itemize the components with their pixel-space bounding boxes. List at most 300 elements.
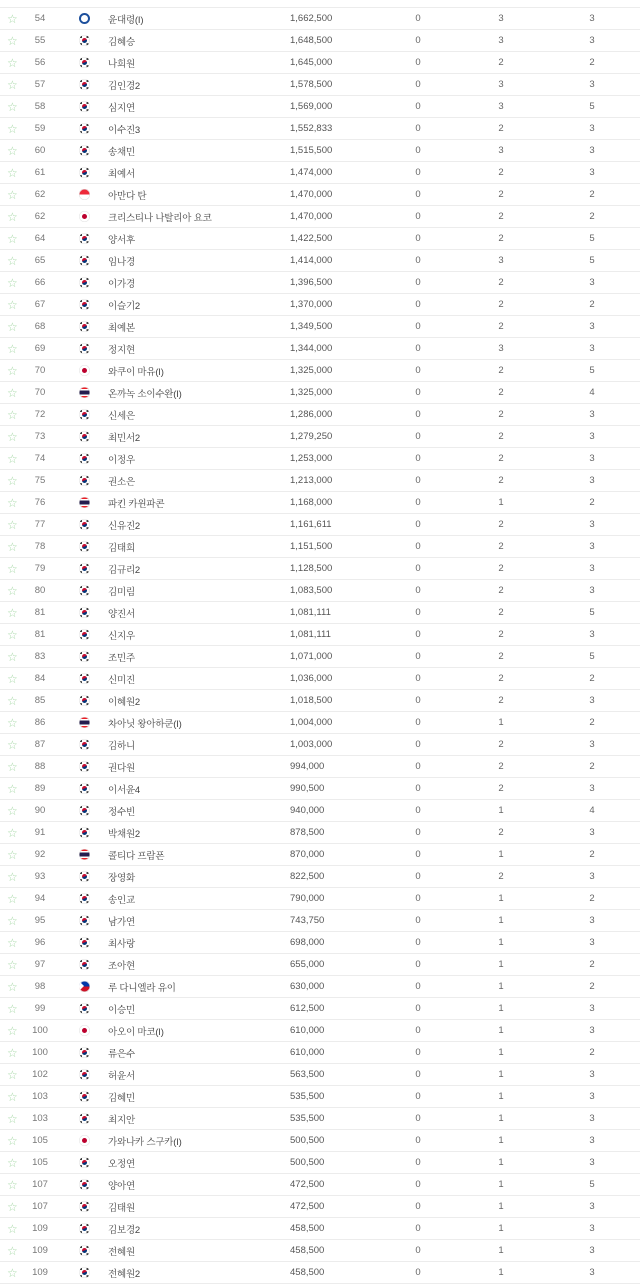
stat-col-3: 3	[589, 1223, 595, 1234]
country-cell	[60, 871, 108, 882]
stat-col-1: 0	[415, 211, 421, 222]
player-name[interactable]: 양아연	[108, 1180, 135, 1192]
star-outline-icon[interactable]: ☆	[7, 517, 18, 532]
stat-col-3: 4	[589, 805, 595, 816]
country-cell	[60, 277, 108, 288]
table-row[interactable]	[0, 118, 640, 140]
player-name[interactable]: 최민서2	[108, 432, 141, 444]
favorite-cell	[0, 365, 20, 377]
stat-col-2: 1	[498, 805, 504, 816]
stat-col-1: 0	[415, 1113, 421, 1124]
stat-col-2: 1	[498, 981, 504, 992]
table-row[interactable]	[0, 536, 640, 558]
rank-label: 85	[34, 695, 46, 706]
star-outline-icon[interactable]: ☆	[7, 891, 18, 906]
table-row[interactable]	[0, 492, 640, 514]
stat-col-3: 2	[589, 299, 595, 310]
star-outline-icon[interactable]: ☆	[7, 275, 18, 290]
player-name[interactable]: 윤대령(I)	[108, 14, 144, 26]
table-row[interactable]	[0, 470, 640, 492]
table-row[interactable]	[0, 272, 640, 294]
table-row[interactable]	[0, 8, 640, 30]
stat-col-2: 3	[498, 79, 504, 90]
table-row[interactable]	[0, 1064, 640, 1086]
star-outline-icon[interactable]: ☆	[7, 187, 18, 202]
player-name[interactable]: 온까녹 소이수완(I)	[108, 388, 182, 400]
stat-col-1: 0	[415, 629, 421, 640]
player-name[interactable]: 류은수	[108, 1048, 135, 1060]
table-row[interactable]	[0, 932, 640, 954]
player-name[interactable]: 양서후	[108, 234, 135, 246]
table-row[interactable]	[0, 712, 640, 734]
country-cell	[60, 167, 108, 178]
rank-label: 103	[32, 1091, 48, 1102]
table-row[interactable]	[0, 206, 640, 228]
flag-kr-icon	[79, 167, 90, 178]
star-outline-icon[interactable]: ☆	[7, 253, 18, 268]
country-cell	[60, 629, 108, 640]
player-name[interactable]: 임나경	[108, 256, 135, 268]
country-cell	[60, 1003, 108, 1014]
stat-col-1: 0	[415, 145, 421, 156]
player-name[interactable]: 파킨 카윈파콘	[108, 498, 165, 510]
favorite-cell	[0, 79, 20, 91]
table-row[interactable]	[0, 756, 640, 778]
stat-col-1: 0	[415, 871, 421, 882]
stat-col-2: 2	[498, 607, 504, 618]
prize-money-value: 458,500	[290, 1223, 325, 1234]
prize-money-value: 1,470,000	[290, 211, 333, 222]
table-row[interactable]	[0, 338, 640, 360]
stat-col-1: 0	[415, 1201, 421, 1212]
player-name[interactable]: 전혜원2	[108, 1268, 141, 1280]
player-name[interactable]: 이정우	[108, 454, 135, 466]
country-cell	[60, 387, 108, 398]
star-outline-icon[interactable]: ☆	[7, 803, 18, 818]
star-outline-icon[interactable]: ☆	[7, 1001, 18, 1016]
player-name[interactable]: 김혜민	[108, 1092, 135, 1104]
player-name[interactable]: 남가연	[108, 916, 135, 928]
table-row[interactable]	[0, 822, 640, 844]
stat-col-1: 0	[415, 387, 421, 398]
prize-money-value: 1,422,500	[290, 233, 333, 244]
star-outline-icon[interactable]: ☆	[7, 671, 18, 686]
table-row[interactable]	[0, 844, 640, 866]
favorite-cell	[0, 1003, 20, 1015]
stat-col-2: 2	[498, 277, 504, 288]
player-name[interactable]: 크리스티나 나탈리아 요코	[108, 212, 212, 224]
table-row[interactable]	[0, 954, 640, 976]
favorite-cell	[0, 1201, 20, 1213]
prize-money-value: 1,344,000	[290, 343, 333, 354]
player-name[interactable]: 박채원2	[108, 828, 141, 840]
player-name[interactable]: 김미림	[108, 586, 135, 598]
table-row[interactable]	[0, 184, 640, 206]
star-outline-icon[interactable]: ☆	[7, 1111, 18, 1126]
star-outline-icon[interactable]: ☆	[7, 1243, 18, 1258]
table-row[interactable]	[0, 1240, 640, 1262]
table-row[interactable]	[0, 96, 640, 118]
star-outline-icon[interactable]: ☆	[7, 165, 18, 180]
table-row[interactable]	[0, 580, 640, 602]
star-outline-icon[interactable]: ☆	[7, 605, 18, 620]
star-outline-icon[interactable]: ☆	[7, 99, 18, 114]
table-row[interactable]	[0, 1042, 640, 1064]
table-row[interactable]	[0, 316, 640, 338]
table-row[interactable]	[0, 910, 640, 932]
player-name[interactable]: 콜티다 프람폰	[108, 850, 165, 862]
country-cell	[60, 453, 108, 464]
table-row[interactable]	[0, 778, 640, 800]
player-name[interactable]: 이혜원2	[108, 696, 141, 708]
star-outline-icon[interactable]: ☆	[7, 1199, 18, 1214]
stat-col-3: 3	[589, 35, 595, 46]
prize-money-value: 1,004,000	[290, 717, 333, 728]
star-outline-icon[interactable]: ☆	[7, 341, 18, 356]
player-name[interactable]: 김보경2	[108, 1224, 141, 1236]
rank-label: 60	[34, 145, 46, 156]
country-cell	[60, 915, 108, 926]
player-name[interactable]: 허윤서	[108, 1070, 135, 1082]
player-name[interactable]: 이슬기2	[108, 300, 141, 312]
flag-kr-icon	[79, 145, 90, 156]
player-name[interactable]: 신유진2	[108, 520, 141, 532]
favorite-cell	[0, 739, 20, 751]
stat-col-2: 1	[498, 497, 504, 508]
prize-money-value: 500,500	[290, 1135, 325, 1146]
star-outline-icon[interactable]: ☆	[7, 473, 18, 488]
star-outline-icon[interactable]: ☆	[7, 781, 18, 796]
table-row[interactable]	[0, 1174, 640, 1196]
star-outline-icon[interactable]: ☆	[7, 737, 18, 752]
table-row[interactable]	[0, 668, 640, 690]
table-row[interactable]	[0, 1218, 640, 1240]
country-cell	[60, 79, 108, 90]
star-outline-icon[interactable]: ☆	[7, 1221, 18, 1236]
star-outline-icon[interactable]: ☆	[7, 825, 18, 840]
star-outline-icon[interactable]: ☆	[7, 869, 18, 884]
star-outline-icon[interactable]: ☆	[7, 385, 18, 400]
stat-col-3: 5	[589, 651, 595, 662]
table-row[interactable]	[0, 1262, 640, 1284]
player-name[interactable]: 이서윤4	[108, 784, 141, 796]
star-outline-icon[interactable]: ☆	[7, 1155, 18, 1170]
stat-col-3: 3	[589, 321, 595, 332]
flag-kr-icon	[79, 805, 90, 816]
flag-kr-icon	[79, 695, 90, 706]
player-name[interactable]: 최사랑	[108, 938, 135, 950]
star-outline-icon[interactable]: ☆	[7, 1045, 18, 1060]
favorite-cell	[0, 211, 20, 223]
stat-col-2: 1	[498, 1201, 504, 1212]
flag-kr-icon	[79, 1267, 90, 1278]
star-outline-icon[interactable]: ☆	[7, 451, 18, 466]
star-outline-icon[interactable]: ☆	[7, 693, 18, 708]
favorite-cell	[0, 321, 20, 333]
player-name[interactable]: 김하니	[108, 740, 135, 752]
table-row[interactable]	[0, 74, 640, 96]
star-outline-icon[interactable]: ☆	[7, 209, 18, 224]
star-outline-icon[interactable]: ☆	[7, 935, 18, 950]
player-name[interactable]: 정수빈	[108, 806, 135, 818]
player-name[interactable]: 정지현	[108, 344, 135, 356]
player-name[interactable]: 신미진	[108, 674, 135, 686]
star-outline-icon[interactable]: ☆	[7, 55, 18, 70]
table-row[interactable]	[0, 1152, 640, 1174]
player-name[interactable]: 전혜원	[108, 1246, 135, 1258]
player-name[interactable]: 최예서	[108, 168, 135, 180]
country-cell	[60, 1179, 108, 1190]
stat-col-2: 1	[498, 717, 504, 728]
table-row[interactable]	[0, 360, 640, 382]
player-name[interactable]: 신지우	[108, 630, 135, 642]
table-row[interactable]	[0, 866, 640, 888]
stat-col-3: 2	[589, 893, 595, 904]
table-row[interactable]	[0, 448, 640, 470]
country-cell	[60, 1135, 108, 1146]
rank-label: 105	[32, 1135, 48, 1146]
player-name[interactable]: 이수진3	[108, 124, 141, 136]
star-outline-icon[interactable]: ☆	[7, 627, 18, 642]
stat-col-1: 0	[415, 453, 421, 464]
table-row[interactable]	[0, 404, 640, 426]
player-name[interactable]: 송인교	[108, 894, 135, 906]
favorite-cell	[0, 13, 20, 25]
flag-kr-icon	[79, 1113, 90, 1124]
favorite-cell	[0, 431, 20, 443]
stat-col-2: 1	[498, 915, 504, 926]
star-outline-icon[interactable]: ☆	[7, 121, 18, 136]
table-row[interactable]	[0, 1130, 640, 1152]
star-outline-icon[interactable]: ☆	[7, 407, 18, 422]
flag-kr-icon	[79, 761, 90, 772]
rank-label: 92	[34, 849, 46, 860]
player-name[interactable]: 장영화	[108, 872, 135, 884]
stat-col-2: 2	[498, 761, 504, 772]
stat-col-3: 3	[589, 1069, 595, 1080]
player-name[interactable]: 나희원	[108, 58, 135, 70]
player-name[interactable]: 최예본	[108, 322, 135, 334]
player-name[interactable]: 조민주	[108, 652, 135, 664]
prize-money-value: 1,168,000	[290, 497, 333, 508]
star-outline-icon[interactable]: ☆	[7, 77, 18, 92]
star-outline-icon[interactable]: ☆	[7, 1023, 18, 1038]
stat-col-3: 3	[589, 827, 595, 838]
table-row[interactable]	[0, 228, 640, 250]
prize-money-value: 743,750	[290, 915, 325, 926]
stat-col-1: 0	[415, 431, 421, 442]
player-name[interactable]: 양진서	[108, 608, 135, 620]
stat-col-3: 3	[589, 79, 595, 90]
player-name[interactable]: 김혜승	[108, 36, 135, 48]
star-outline-icon[interactable]: ☆	[7, 1177, 18, 1192]
stat-col-3: 3	[589, 1113, 595, 1124]
stat-col-3: 3	[589, 695, 595, 706]
player-name[interactable]: 최지안	[108, 1114, 135, 1126]
player-name[interactable]: 아오이 마코(I)	[108, 1026, 164, 1038]
flag-kr-icon	[79, 1245, 90, 1256]
player-name[interactable]: 아만다 탄	[108, 190, 147, 202]
table-row[interactable]	[0, 976, 640, 998]
player-name[interactable]: 이승민	[108, 1004, 135, 1016]
stat-col-2: 2	[498, 629, 504, 640]
favorite-cell	[0, 783, 20, 795]
stat-col-2: 1	[498, 1003, 504, 1014]
table-row[interactable]	[0, 162, 640, 184]
star-outline-icon[interactable]: ☆	[7, 319, 18, 334]
star-outline-icon[interactable]: ☆	[7, 649, 18, 664]
favorite-cell	[0, 673, 20, 685]
country-cell	[60, 101, 108, 112]
player-name[interactable]: 차아닛 왕아하쿤(I)	[108, 718, 182, 730]
table-row[interactable]	[0, 1086, 640, 1108]
stat-col-1: 0	[415, 651, 421, 662]
prize-money-value: 1,396,500	[290, 277, 333, 288]
player-name[interactable]: 김태희	[108, 542, 135, 554]
star-outline-icon[interactable]: ☆	[7, 913, 18, 928]
table-row[interactable]	[0, 646, 640, 668]
player-name[interactable]: 오정연	[108, 1158, 135, 1170]
country-cell	[60, 1113, 108, 1124]
star-outline-icon[interactable]: ☆	[7, 979, 18, 994]
star-outline-icon[interactable]: ☆	[7, 583, 18, 598]
table-row[interactable]	[0, 998, 640, 1020]
player-name[interactable]: 심지연	[108, 102, 135, 114]
favorite-cell	[0, 497, 20, 509]
stat-col-1: 0	[415, 299, 421, 310]
favorite-cell	[0, 277, 20, 289]
star-outline-icon[interactable]: ☆	[7, 957, 18, 972]
favorite-cell	[0, 57, 20, 69]
table-row[interactable]	[0, 734, 640, 756]
stat-col-1: 0	[415, 167, 421, 178]
table-row[interactable]	[0, 250, 640, 272]
star-outline-icon[interactable]: ☆	[7, 561, 18, 576]
table-row[interactable]	[0, 800, 640, 822]
player-name[interactable]: 루 다니엘라 유이	[108, 982, 176, 994]
table-row[interactable]	[0, 1020, 640, 1042]
favorite-cell	[0, 1069, 20, 1081]
player-name[interactable]: 송채민	[108, 146, 135, 158]
star-outline-icon[interactable]: ☆	[7, 1265, 18, 1280]
table-row[interactable]	[0, 294, 640, 316]
flag-kr-icon	[79, 255, 90, 266]
stat-col-1: 0	[415, 365, 421, 376]
stat-col-3: 2	[589, 761, 595, 772]
player-name[interactable]: 신세은	[108, 410, 135, 422]
table-row[interactable]	[0, 52, 640, 74]
flag-kr-icon	[79, 299, 90, 310]
stat-col-1: 0	[415, 673, 421, 684]
stat-col-1: 0	[415, 915, 421, 926]
table-row[interactable]	[0, 1108, 640, 1130]
player-name[interactable]: 김규리2	[108, 564, 141, 576]
prize-money-value: 1,578,500	[290, 79, 333, 90]
favorite-cell	[0, 453, 20, 465]
stat-col-2: 2	[498, 299, 504, 310]
rank-label: 100	[32, 1047, 48, 1058]
country-cell	[60, 1201, 108, 1212]
prize-money-value: 1,213,000	[290, 475, 333, 486]
table-row[interactable]	[0, 690, 640, 712]
favorite-cell	[0, 1025, 20, 1037]
table-row[interactable]	[0, 624, 640, 646]
player-name[interactable]: 이가경	[108, 278, 135, 290]
flag-kr-icon	[79, 629, 90, 640]
table-row[interactable]	[0, 888, 640, 910]
player-name[interactable]: 권소은	[108, 476, 135, 488]
prize-money-value: 1,083,500	[290, 585, 333, 596]
table-row[interactable]	[0, 140, 640, 162]
stat-col-2: 1	[498, 1245, 504, 1256]
country-cell	[60, 1091, 108, 1102]
player-name[interactable]: 조아현	[108, 960, 135, 972]
favorite-cell	[0, 1245, 20, 1257]
player-name[interactable]: 권다원	[108, 762, 135, 774]
star-outline-icon[interactable]: ☆	[7, 847, 18, 862]
prize-money-value: 1,645,000	[290, 57, 333, 68]
star-outline-icon[interactable]: ☆	[7, 231, 18, 246]
stat-col-2: 1	[498, 1047, 504, 1058]
player-name[interactable]: 가와나카 스구카(I)	[108, 1136, 182, 1148]
star-outline-icon[interactable]: ☆	[7, 11, 18, 26]
player-name[interactable]: 김인경2	[108, 80, 141, 92]
star-outline-icon[interactable]: ☆	[7, 715, 18, 730]
stat-col-2: 1	[498, 1091, 504, 1102]
player-name[interactable]: 김태원	[108, 1202, 135, 1214]
flag-jp-icon	[79, 1025, 90, 1036]
star-outline-icon[interactable]: ☆	[7, 1133, 18, 1148]
table-row[interactable]	[0, 602, 640, 624]
rank-label: 54	[34, 13, 46, 24]
flag-kr-icon	[79, 321, 90, 332]
star-outline-icon[interactable]: ☆	[7, 363, 18, 378]
stat-col-2: 1	[498, 1179, 504, 1190]
star-outline-icon[interactable]: ☆	[7, 143, 18, 158]
stat-col-1: 0	[415, 1069, 421, 1080]
favorite-cell	[0, 607, 20, 619]
stat-col-3: 3	[589, 145, 595, 156]
clipped-row-top	[0, 0, 640, 8]
star-outline-icon[interactable]: ☆	[7, 297, 18, 312]
table-row[interactable]	[0, 1196, 640, 1218]
favorite-cell	[0, 959, 20, 971]
rank-label: 91	[34, 827, 46, 838]
star-outline-icon[interactable]: ☆	[7, 1089, 18, 1104]
table-row[interactable]	[0, 558, 640, 580]
table-row[interactable]	[0, 30, 640, 52]
prize-money-value: 1,081,111	[290, 607, 331, 618]
country-cell	[60, 783, 108, 794]
star-outline-icon[interactable]: ☆	[7, 1067, 18, 1082]
star-outline-icon[interactable]: ☆	[7, 429, 18, 444]
player-name[interactable]: 와쿠이 마유(I)	[108, 366, 164, 378]
star-outline-icon[interactable]: ☆	[7, 539, 18, 554]
table-row[interactable]	[0, 514, 640, 536]
flag-ph-icon	[79, 981, 90, 992]
table-row[interactable]	[0, 426, 640, 448]
table-row[interactable]	[0, 382, 640, 404]
prize-money-value: 1,349,500	[290, 321, 333, 332]
country-cell	[60, 57, 108, 68]
star-outline-icon[interactable]: ☆	[7, 759, 18, 774]
star-outline-icon[interactable]: ☆	[7, 495, 18, 510]
stat-col-1: 0	[415, 959, 421, 970]
country-cell	[60, 1157, 108, 1168]
stat-col-3: 5	[589, 255, 595, 266]
rank-label: 105	[32, 1157, 48, 1168]
star-outline-icon[interactable]: ☆	[7, 33, 18, 48]
